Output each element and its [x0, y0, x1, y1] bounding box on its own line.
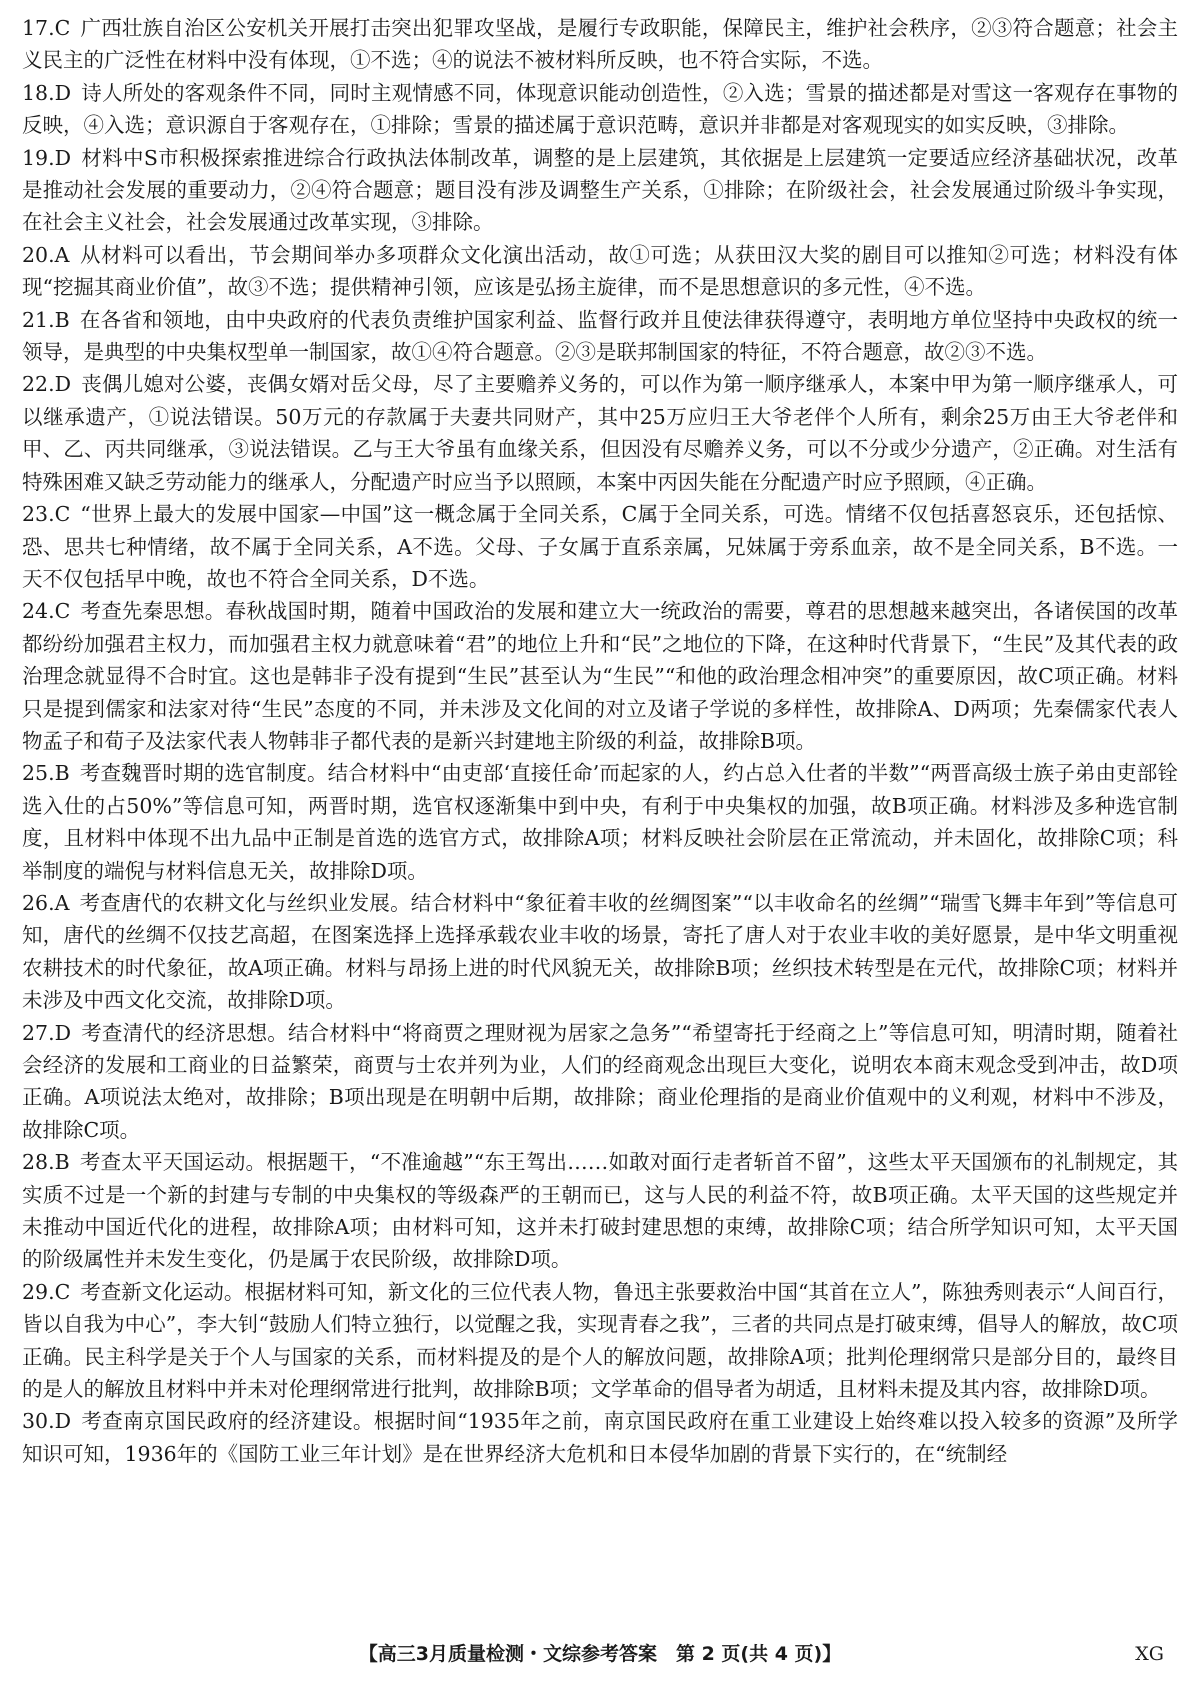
answer-number: 24.C	[22, 599, 71, 624]
answer-number: 17.C	[22, 16, 71, 40]
answer-text: 从材料可以看出，节会期间举办多项群众文化演出活动，故①可选；从获田汉大奖的剧目可以推知②可选；材料没有体现“挖掘其商业价值”，故③不选；提供精神引领，应该是弘扬主旋律，而不是思想意识的多元性，④不选。	[22, 242, 1178, 300]
answer-item	[22, 1017, 1178, 1147]
answer-text: 在各省和领地，由中央政府的代表负责维护国家利益、监督行政并且使法律获得遵守，表明地方单位坚持中央政权的统一领导，是典型的中央集权型单一制国家，故①④符合题意。②③是联邦制国家的特征，不符合题意，故②③不选。	[22, 307, 1178, 365]
footer-title: 【高三3月质量检测・文综参考答案 第 2 页(共 4 页)】	[358, 1643, 842, 1665]
answer-item	[22, 142, 1178, 239]
answer-text: 考查唐代的农耕文化与丝织业发展。结合材料中“象征着丰收的丝绸图案”“以丰收命名的丝绸”“瑞雪飞舞丰年到”等信息可知，唐代的丝绸不仅技艺高超，在图案选择上选择承载农业丰收的场景，寄托了唐人对于农业丰收的美好愿景，是中华文明重视农耕技术的时代象征，故A项正确。材料与昂扬上进的时代风貌无关，故排除B项；丝织技术转型是在元代，故排除C项；材料并未涉及中西文化交流，故排除D项。	[22, 890, 1178, 1013]
answer-item	[22, 1405, 1178, 1470]
answer-item	[22, 498, 1178, 595]
answer-text: 丧偶儿媳对公婆，丧偶女婿对岳父母，尽了主要赡养义务的，可以作为第一顺序继承人，本案中甲为第一顺序继承人，可以继承遗产，①说法错误。50万元的存款属于夫妻共同财产，其中25万应归王大爷老伴个人所有，剩余25万由王大爷老伴和甲、乙、丙共同继承，③说法错误。乙与王大爷虽有血缘关系，但因没有尽赡养义务，可以不分或少分遗产，②正确。对生活有特殊困难又缺乏劳动能力的继承人，分配遗产时应当予以照顾，本案中丙因失能在分配遗产时应予照顾，④正确。	[22, 372, 1178, 494]
answer-number: 29.C	[22, 1279, 71, 1304]
answer-item	[22, 595, 1178, 757]
answer-list	[22, 12, 1178, 1470]
answer-item	[22, 368, 1178, 498]
answer-text: 诗人所处的客观条件不同，同时主观情感不同，体现意识能动创造性，②入选；雪景的描述都是对雪这一客观存在事物的反映，④入选；意识源自于客观存在，①排除；雪景的描述属于意识范畴，意识并非都是对客观现实的如实反映，③排除。	[22, 80, 1178, 138]
answer-number: 25.B	[22, 761, 70, 786]
answer-number: 30.D	[22, 1409, 72, 1434]
answer-number: 23.C	[22, 502, 71, 527]
answer-number: 26.A	[22, 890, 70, 915]
answer-text: 材料中S市积极探索推进综合行政执法体制改革，调整的是上层建筑，其依据是上层建筑一定要适应经济基础状况，改革是推动社会发展的重要动力，②④符合题意；题目没有涉及调整生产关系，①排除；在阶级社会，社会发展通过阶级斗争实现，在社会主义社会，社会发展通过改革实现，③排除。	[22, 145, 1178, 235]
answer-text: 考查先秦思想。春秋战国时期，随着中国政治的发展和建立大一统政治的需要，尊君的思想越来越突出，各诸侯国的改革都纷纷加强君主权力，而加强君主权力就意味着“君”的地位上升和“民”之地位的下降，在这种时代背景下，“生民”及其代表的政治理念就显得不合时宜。这也是韩非子没有提到“生民”甚至认为“生民”“和他的政治理念相冲突”的重要原因，故C项正确。材料只是提到儒家和法家对待“生民”态度的不同，并未涉及文化间的对立及诸子学说的多样性，故排除A、D两项；先秦儒家代表人物孟子和荀子及法家代表人物韩非子都代表的是新兴封建地主阶级的利益，故排除B项。	[22, 599, 1178, 753]
answer-text: 考查太平天国运动。根据题干，“不准逾越”“东王驾出……如敢对面行走者斩首不留”，这些太平天国颁布的礼制规定，其实质不过是一个新的封建与专制的中央集权的等级森严的王朝而已，这与人民的利益不符，故B项正确。太平天国的这些规定并未推动中国近代化的进程，故排除A项；由材料可知，这并未打破封建思想的束缚，故排除C项；结合所学知识可知，太平天国的阶级属性并未发生变化，仍是属于农民阶级，故排除D项。	[22, 1150, 1178, 1272]
answer-item	[22, 1146, 1178, 1276]
answer-item	[22, 12, 1178, 77]
answer-number: 18.D	[22, 80, 72, 105]
answer-item	[22, 304, 1178, 369]
answer-item	[22, 757, 1178, 887]
answer-text: 广西壮族自治区公安机关开展打击突出犯罪攻坚战，是履行专政职能，保障民主，维护社会秩序，②③符合题意；社会主义民主的广泛性在材料中没有体现，①不选；④的说法不被材料所反映，也不符合实际，不选。	[22, 16, 1178, 73]
answer-text: 考查魏晋时期的选官制度。结合材料中“由吏部‘直接任命’而起家的人，约占总入仕者的半数”“两晋高级士族子弟由吏部铨选入仕的占50%”等信息可知，两晋时期，选官权逐渐集中到中央，有利于中央集权的加强，故B项正确。材料涉及多种选官制度，且材料中体现不出九品中正制是首选的选官方式，故排除A项；材料反映社会阶层在正常流动，并未固化，故排除C项；科举制度的端倪与材料信息无关，故排除D项。	[22, 761, 1178, 883]
answer-text: 考查南京国民政府的经济建设。根据时间“1935年之前，南京国民政府在重工业建设上始终难以投入较多的资源”及所学知识可知，1936年的《国防工业三年计划》是在世界经济大危机和日本侵华加剧的背景下实行的，在“统制经	[22, 1409, 1178, 1466]
answer-number: 27.D	[22, 1020, 72, 1045]
footer-code: XG	[1135, 1643, 1164, 1665]
answer-item	[22, 887, 1178, 1017]
answer-item	[22, 77, 1178, 142]
answer-item	[22, 239, 1178, 304]
answer-text: “世界上最大的发展中国家—中国”这一概念属于全同关系，C属于全同关系，可选。情绪不仅包括喜怒哀乐，还包括惊、恐、思共七种情绪，故不属于全同关系，A不选。父母、子女属于直系亲属，兄妹属于旁系血亲，故不是全同关系，B不选。一天不仅包括早中晚，故也不符合全同关系，D不选。	[22, 502, 1178, 591]
answer-number: 20.A	[22, 242, 70, 267]
answer-number: 19.D	[22, 145, 72, 170]
answer-number: 22.D	[22, 372, 72, 397]
answer-text: 考查清代的经济思想。结合材料中“将商贾之理财视为居家之急务”“希望寄托于经商之上”等信息可知，明清时期，随着社会经济的发展和工商业的日益繁荣，商贾与士农并列为业，人们的经商观念出现巨大变化，说明农本商末观念受到冲击，故D项正确。A项说法太绝对，故排除；B项出现是在明朝中后期，故排除；商业伦理指的是商业价值观中的义利观，材料中不涉及，故排除C项。	[22, 1020, 1178, 1142]
answer-text: 考查新文化运动。根据材料可知，新文化的三位代表人物，鲁迅主张要救治中国“其首在立人”，陈独秀则表示“人间百行，皆以自我为中心”，李大钊“鼓励人们特立独行，以觉醒之我，实现青春之我”，三者的共同点是打破束缚，倡导人的解放，故C项正确。民主科学是关于个人与国家的关系，而材料提及的是个人的解放问题，故排除A项；批判伦理纲常只是部分目的，最终目的是人的解放且材料中并未对伦理纲常进行批判，故排除B项；文学革命的倡导者为胡适，且材料未提及其内容，故排除D项。	[22, 1279, 1178, 1402]
answer-item	[22, 1276, 1178, 1406]
answer-number: 21.B	[22, 307, 70, 332]
answer-number: 28.B	[22, 1150, 70, 1175]
page-footer	[0, 1637, 1200, 1671]
